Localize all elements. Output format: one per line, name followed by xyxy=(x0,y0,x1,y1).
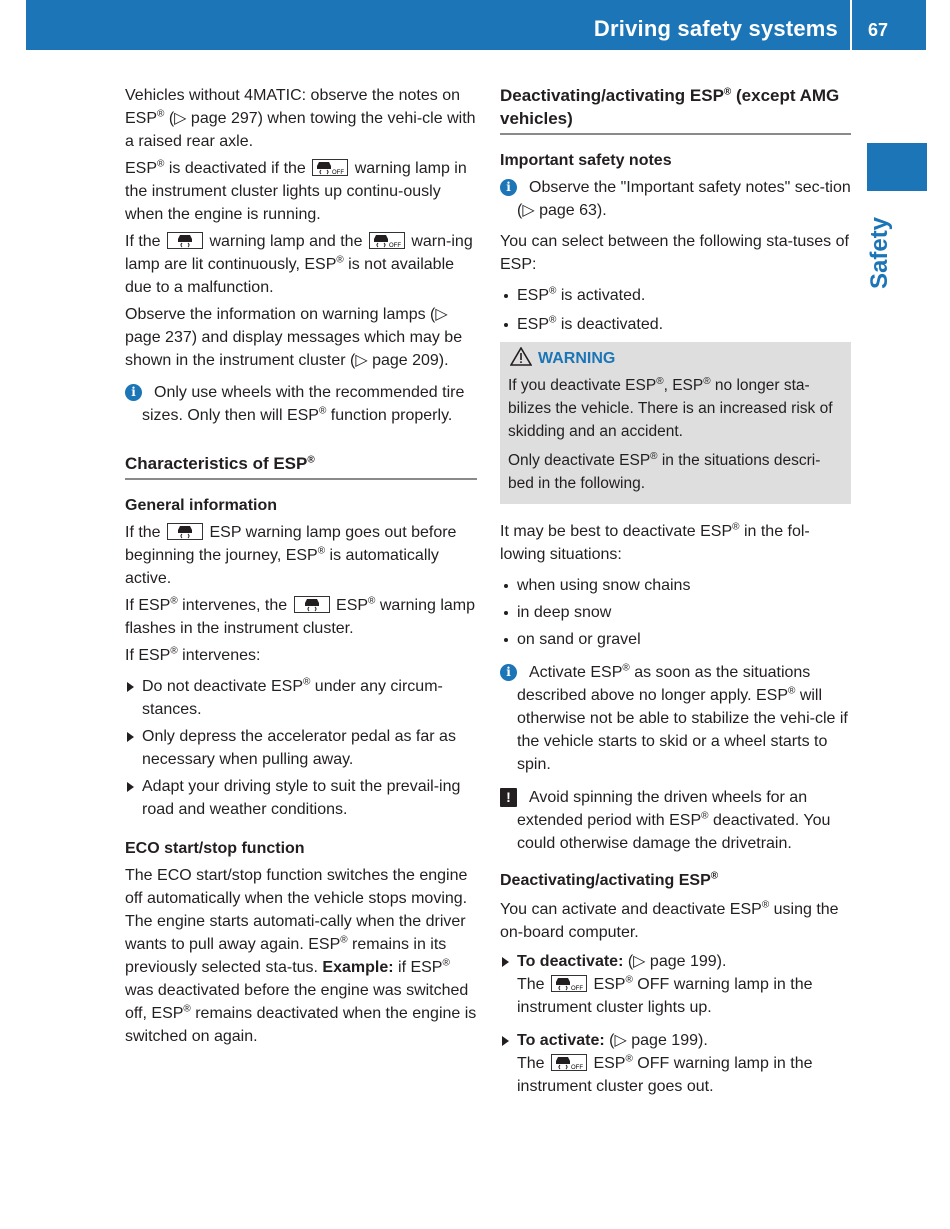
info-note: i Only use wheels with the recommended tire sizes. Only then will ESP® function properly. xyxy=(125,381,477,427)
step-arrow-icon xyxy=(502,1036,509,1046)
paragraph: ESP® is deactivated if the OFF warning lamp in the instrument cluster lights up continu-ously when the engine is running. xyxy=(125,158,467,223)
paragraph: If the ESP warning lamp goes out before beginning the journey, ESP® is automatically active. xyxy=(125,524,457,587)
svg-text:OFF: OFF xyxy=(571,986,584,991)
paragraph: If ESP® intervenes, the ESP® warning lamp flashes in the instrument cluster. xyxy=(125,595,476,637)
esp-off-warning-lamp-icon xyxy=(369,232,405,249)
warning-box xyxy=(500,342,851,504)
attention-note: ! Avoid spinning the driven wheels for an extended period with ESP® deactivated. You could otherwise damage the drivetrain. xyxy=(500,786,851,855)
list-item: ESP® is activated. xyxy=(500,284,851,307)
header-divider xyxy=(850,0,852,50)
esp-off-warning-lamp-icon xyxy=(551,975,587,992)
esp-off-warning-lamp-icon xyxy=(312,159,348,176)
step-arrow-icon xyxy=(502,957,509,967)
chapter-tab-label: Safety xyxy=(866,216,893,289)
right-column xyxy=(500,84,851,1102)
instruction-step: Adapt your driving style to suit the prevail-ing road and weather conditions. xyxy=(125,775,477,821)
heading-deactivating-activating: Deactivating/activating ESP® (except AMG vehicles) xyxy=(500,84,851,135)
step-arrow-icon xyxy=(127,682,134,692)
instruction-step: To deactivate: (▷ page 199). The OFF ESP® OFF warning lamp in the instrument cluster lights up. xyxy=(500,950,851,1019)
attention-icon: ! xyxy=(500,788,517,807)
instruction-step: Only depress the accelerator pedal as far as necessary when pulling away. xyxy=(125,725,477,771)
info-icon: i xyxy=(500,179,517,196)
esp-warning-lamp-icon xyxy=(294,596,330,613)
esp-off-warning-lamp-icon xyxy=(551,1054,587,1071)
warning-text: If you deactivate ESP®, ESP® no longer sta-bilizes the vehicle. There is an increased risk of skidding and an accident. xyxy=(508,375,833,440)
info-icon: i xyxy=(500,664,517,681)
instruction-step: Do not deactivate ESP® under any circum-stances. xyxy=(125,675,477,721)
list-item: in deep snow xyxy=(500,601,851,624)
paragraph: If ESP® intervenes: xyxy=(125,645,261,664)
svg-text:OFF: OFF xyxy=(571,1065,584,1070)
info-note: i Activate ESP® as soon as the situations described above no longer apply. ESP® will otherwise not be able to stabilize the vehi-cle if the vehicle starts to skid or a wheel starts to spin. xyxy=(500,661,851,776)
warning-heading: WARNING xyxy=(508,347,843,370)
heading-eco-start-stop: ECO start/stop function xyxy=(125,840,305,857)
step-arrow-icon xyxy=(127,732,134,742)
paragraph: You can activate and deactivate ESP® using the on-board computer. xyxy=(500,899,839,941)
list-item: when using snow chains xyxy=(500,574,851,597)
paragraph: If the warning lamp and the OFF warn-ing lamp are lit continuously, ESP® is not available due to a malfunction. xyxy=(125,233,473,296)
svg-text:OFF: OFF xyxy=(332,170,345,175)
instruction-step: To activate: (▷ page 199). The OFF ESP® OFF warning lamp in the instrument cluster goes out. xyxy=(500,1029,851,1098)
paragraph: Observe the information on warning lamps (▷ page 237) and display messages which may be shown in the instrument cluster (▷ page 209). xyxy=(125,306,463,369)
heading-characteristics: Characteristics of ESP® xyxy=(125,452,477,480)
paragraph: It may be best to deactivate ESP® in the fol-lowing situations: xyxy=(500,521,810,563)
info-icon: i xyxy=(125,384,142,401)
paragraph: You can select between the following sta-tuses of ESP: xyxy=(500,233,849,273)
list-item: on sand or gravel xyxy=(500,628,851,651)
heading-deactivating-activating-esp: Deactivating/activating ESP® xyxy=(500,870,719,889)
page-number: 67 xyxy=(868,20,889,40)
left-column xyxy=(125,84,477,1052)
warning-triangle-icon xyxy=(510,347,532,366)
esp-warning-lamp-icon xyxy=(167,523,203,540)
heading-general-information: General information xyxy=(125,497,278,514)
warning-text: Only deactivate ESP® in the situations descri-bed in the following. xyxy=(508,450,821,492)
paragraph: The ECO start/stop function switches the engine off automatically when the vehicle stops moving. The engine starts automati-cally when the driver wants to pull away again. ESP® remains in its previously selected sta-tus. Example: if ESP® was deactivated before the engine was switched off, ESP® remains deactivated when the engine is switched on again. xyxy=(125,867,477,1045)
info-note: i Observe the "Important safety notes" sec-tion (▷ page 63). xyxy=(500,176,851,222)
chapter-tab-marker xyxy=(867,143,927,191)
heading-important-safety-notes: Important safety notes xyxy=(500,152,672,169)
svg-text:OFF: OFF xyxy=(388,243,401,248)
step-arrow-icon xyxy=(127,782,134,792)
section-title: Driving safety systems xyxy=(593,16,838,41)
header-bar xyxy=(26,0,926,50)
paragraph: Vehicles without 4MATIC: observe the notes on ESP® (▷ page 297) when towing the vehi-cle with a raised rear axle. xyxy=(125,87,476,150)
esp-warning-lamp-icon xyxy=(167,232,203,249)
list-item: ESP® is deactivated. xyxy=(500,313,851,336)
